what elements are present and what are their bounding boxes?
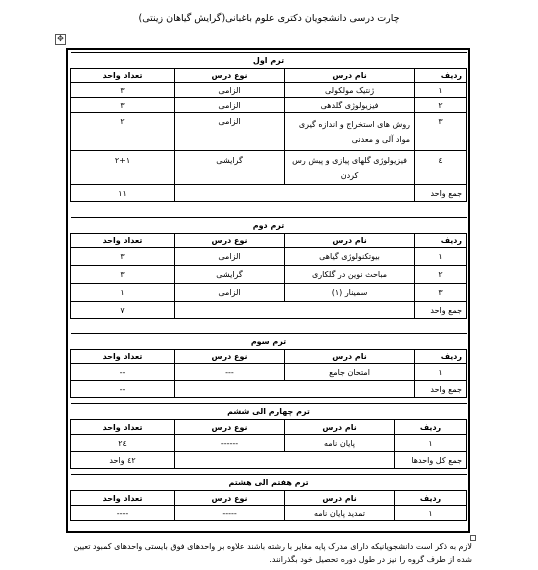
table-cell: روش های استخراج و اندازه گیری مواد آلی و معدنی [285,113,415,151]
table-cell: مباحث نوین در گلکاری [285,266,415,284]
table-cell: پایان نامه [285,435,395,452]
table-cell: ۳ [71,266,175,284]
header-type: نوع درس [175,69,285,83]
table-cell: گرایشی [175,151,285,185]
table-cell [175,185,415,202]
header-units: تعداد واحد [71,69,175,83]
total-label: جمع واحد [415,185,467,202]
header-type: نوع درس [175,420,285,435]
table-cell [175,302,415,319]
table-cell: الزامی [175,284,285,302]
total-value: -- [71,381,175,398]
term3-table [70,333,467,398]
header-units: تعداد واحد [71,350,175,364]
total-value: ۱۱ [71,185,175,202]
term5-table [70,474,467,521]
table-cell: فیزیولوژی گلدهی [285,98,415,113]
term4-table [70,403,467,469]
table-cell: ۳ [415,284,467,302]
table-cell: ------ [175,435,285,452]
header-units: تعداد واحد [71,234,175,248]
header-name: نام درس [285,491,395,506]
table-cell: ----- [175,506,285,521]
table-cell: گرایشی [175,266,285,284]
table-cell: ۱ [415,364,467,381]
table-cell: ۲ [415,266,467,284]
page-title: چارت درسی دانشجویان دکتری علوم باغبانی(گرایش گیاهان زینتی) [138,13,400,24]
total-value: ٤۲ واحد [71,452,175,469]
term-label: ترم دوم [71,218,467,234]
table-cell: -- [71,364,175,381]
header-name: نام درس [285,69,415,83]
table-cell: امتحان جامع [285,364,415,381]
header-radif: ردیف [415,234,467,248]
header-type: نوع درس [175,491,285,506]
term-label: ترم هفتم الی هشتم [71,475,467,491]
table-cell: فیزیولوژی گلهای پیازی و پیش رس کردن [285,151,415,185]
table-cell: ۲+۱ [71,151,175,185]
header-units: تعداد واحد [71,420,175,435]
total-label: جمع کل واحدها [395,452,467,469]
header-type: نوع درس [175,234,285,248]
term-label: ترم سوم [71,334,467,350]
table-cell: ۳ [71,98,175,113]
header-name: نام درس [285,350,415,364]
table-cell: ۱ [415,83,467,98]
table-cell: ۳ [415,113,467,151]
term1-table [70,52,467,202]
footnote: لازم به ذکر است دانشجویانیکه دارای مدرک پایه مغایر با رشته باشند علاوه بر واحدهای فوق بایستی واحدهای کمبود تعیین شده از طرف گروه را نیز در طول دوره تحصیل خود بگذرانند. [73,542,472,564]
table-cell [175,452,395,469]
header-type: نوع درس [175,350,285,364]
header-radif: ردیف [395,491,467,506]
header-radif: ردیف [395,420,467,435]
table-cell: ژنتیک مولکولی [285,83,415,98]
table-cell: الزامی [175,113,285,151]
header-radif: ردیف [415,69,467,83]
table-cell: ۲ [71,113,175,151]
header-units: تعداد واحد [71,491,175,506]
table-cell: ۲٤ [71,435,175,452]
table-cell: --- [175,364,285,381]
table-cell: ٤ [415,151,467,185]
table-cell: ---- [71,506,175,521]
table-cell: الزامی [175,83,285,98]
table-cell: ۲ [415,98,467,113]
total-label: جمع واحد [415,381,467,398]
table-cell: ۱ [71,284,175,302]
total-label: جمع واحد [415,302,467,319]
header-name: نام درس [285,234,415,248]
table-cell: ۳ [71,83,175,98]
table-cell: ۱ [415,248,467,266]
term-label: ترم اول [71,53,467,69]
table-cell: تمدید پایان نامه [285,506,395,521]
term-label: ترم چهارم الی ششم [71,404,467,420]
table-cell: سمینار (۱) [285,284,415,302]
table-cell: ۳ [71,248,175,266]
header-name: نام درس [285,420,395,435]
header-radif: ردیف [415,350,467,364]
table-cell: الزامی [175,248,285,266]
move-handle-icon[interactable]: ✥ [55,34,66,45]
table-cell: ۱ [395,435,467,452]
table-cell: ۱ [395,506,467,521]
table-cell [175,381,415,398]
table-cell: بیوتکنولوژی گیاهی [285,248,415,266]
total-value: ۷ [71,302,175,319]
table-cell: الزامی [175,98,285,113]
term2-table [70,217,467,319]
